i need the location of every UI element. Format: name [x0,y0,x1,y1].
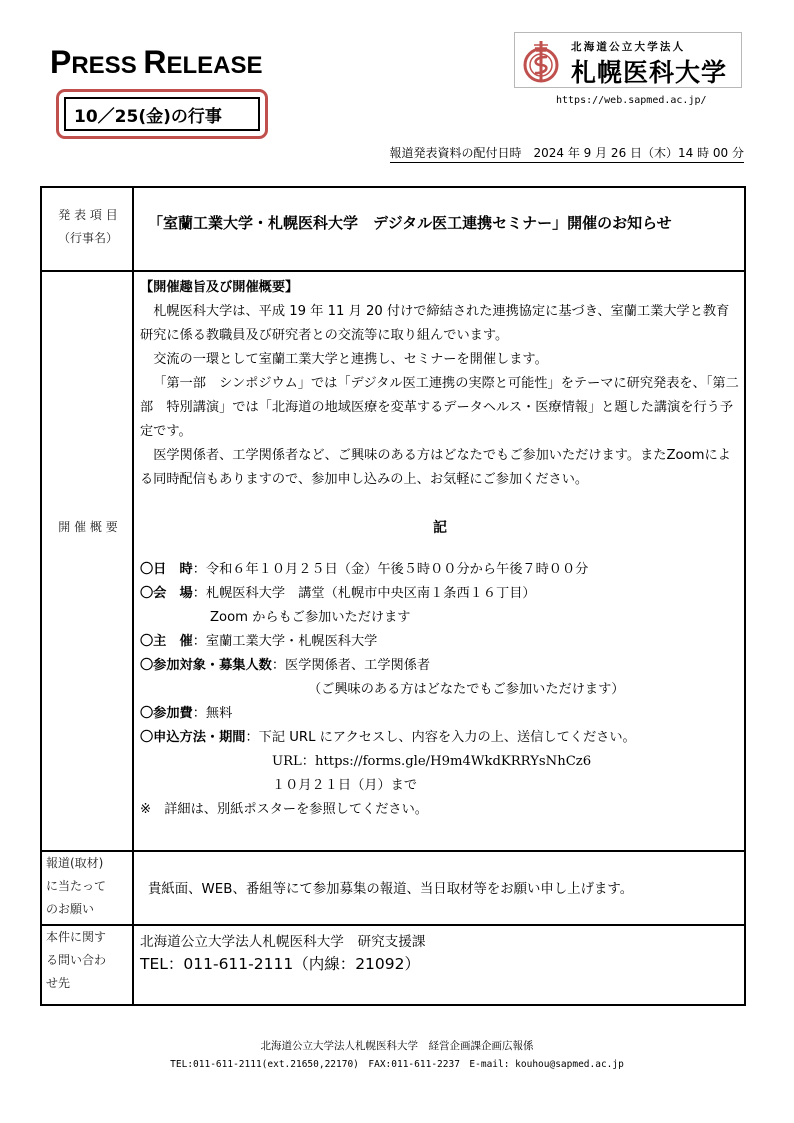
date-label: 〇日 時 [140,562,193,577]
logo-university-name: 札幌医科大学 [571,58,728,87]
logo-subtitle: 北海道公立大学法人 [571,41,686,53]
release-initial: R [143,44,167,80]
host-row [140,630,740,654]
release-rest: ELEASE [166,52,263,79]
request-label-line: のお願い [46,902,95,916]
apply-label: 〇申込方法・期間 [140,730,246,745]
target-value: ：医学関係者、工学関係者 [271,658,431,673]
note: ※ 詳細は、別紙ポスターを参照してください。 [140,802,428,817]
venue-value: ：札幌医科大学 講堂（札幌市中央区南１条西１６丁目） [192,586,536,601]
university-logo-icon [521,37,561,85]
press-release-title [50,44,263,81]
contact-label-line: せ先 [46,976,71,990]
overview-paragraph: 「第一部 シンポジウム」では「デジタル医工連携の実際と可能性」をテーマに研究発表を、「第二部 特別講演」では「北海道の地域医療を変革するデータヘルス・医療情報」と題した講演を行う予定です。 [140,376,739,439]
date-row [140,558,740,582]
row-divider [42,850,744,852]
overview-content [140,276,740,822]
row-divider [42,270,744,272]
host-value: ：室蘭工業大学・札幌医科大学 [192,634,378,649]
request-text: 貴紙面、WEB、番組等にて参加募集の報道、当日取材等をお願い申し上げます。 [148,882,634,897]
distribution-time: 報道発表資料の配付日時 2024 年 9 月 26 日（木）14 時 00 分 [390,144,745,163]
website-url[interactable]: https://web.sapmed.ac.jp/ [556,95,707,106]
column-divider [132,188,134,1004]
request-label-line: 報道(取材) [46,856,104,870]
fee-value: ：無料 [192,706,233,721]
contact-label [46,926,130,995]
press-release-table [40,186,746,1006]
venue-row [140,582,740,606]
venue-label: 〇会 場 [140,586,193,601]
topic-label [46,204,130,250]
footer-org: 北海道公立大学法人札幌医科大学 経営企画課企画広報係 [260,1040,534,1052]
contact-label-line: る問い合わ [46,953,107,967]
press-initial: P [50,44,72,80]
event-date-badge [56,89,268,139]
footer-contact: TEL:011-611-2111(ext.21650,22170) FAX:011-611-2237 E-mail: kouhou@sapmed.ac.jp [170,1059,624,1070]
event-title: 「室蘭工業大学・札幌医科大学 デジタル医工連携セミナー」開催のお知らせ [148,214,672,232]
request-label [46,852,130,921]
apply-url-link[interactable]: URL：https://forms.gle/H9m4WkdKRRYsNhCz6 [272,754,592,769]
request-label-line: に当たって [46,879,107,893]
university-logo [514,32,742,88]
contact-org: 北海道公立大学法人札幌医科大学 研究支援課 [140,934,426,950]
overview-paragraph: 札幌医科大学は、平成 19 年 11 月 20 付けで締結された連携協定に基づき、室蘭工業大学と教育研究に係る教職員及び研究者との交流等に取り組んでいます。 [140,304,730,343]
event-date-text: 10／25(金)の行事 [64,97,260,131]
press-rest: RESS [71,52,144,79]
venue-zoom: Zoom からもご参加いただけます [210,610,411,625]
fee-row [140,702,740,726]
overview-paragraph: 医学関係者、工学関係者など、ご興味のある方はどなたでもご参加いただけます。またZoomによる同時配信もありますので、参加申し込みの上、お気軽にご参加ください。 [140,448,731,487]
contact-label-line: 本件に関す [46,930,107,944]
overview-label: 開 催 概 要 [58,520,118,534]
target-note: （ご興味のある方はどなたでもご参加いただけます） [308,682,625,697]
apply-row [140,726,740,750]
apply-deadline: １０月２１日（月）まで [272,778,418,793]
contact-tel: TEL：011-611-2111（内線：21092） [140,955,421,973]
row-divider [42,924,744,926]
target-label: 〇参加対象・募集人数 [140,658,272,673]
fee-label: 〇参加費 [140,706,193,721]
overview-heading: 【開催趣旨及び開催概要】 [140,280,299,295]
host-label: 〇主 催 [140,634,193,649]
topic-label-line: （行事名） [57,231,118,245]
topic-label-line: 発 表 項 目 [58,208,118,222]
date-value: ：令和６年１０月２５日（金）午後５時００分から午後７時００分 [192,562,589,577]
ki-heading: 記 [433,520,447,536]
target-row [140,654,740,678]
apply-value: ：下記 URL にアクセスし、内容を入力の上、送信してください。 [245,730,636,745]
overview-paragraph: 交流の一環として室蘭工業大学と連携し、セミナーを開催します。 [153,352,548,367]
